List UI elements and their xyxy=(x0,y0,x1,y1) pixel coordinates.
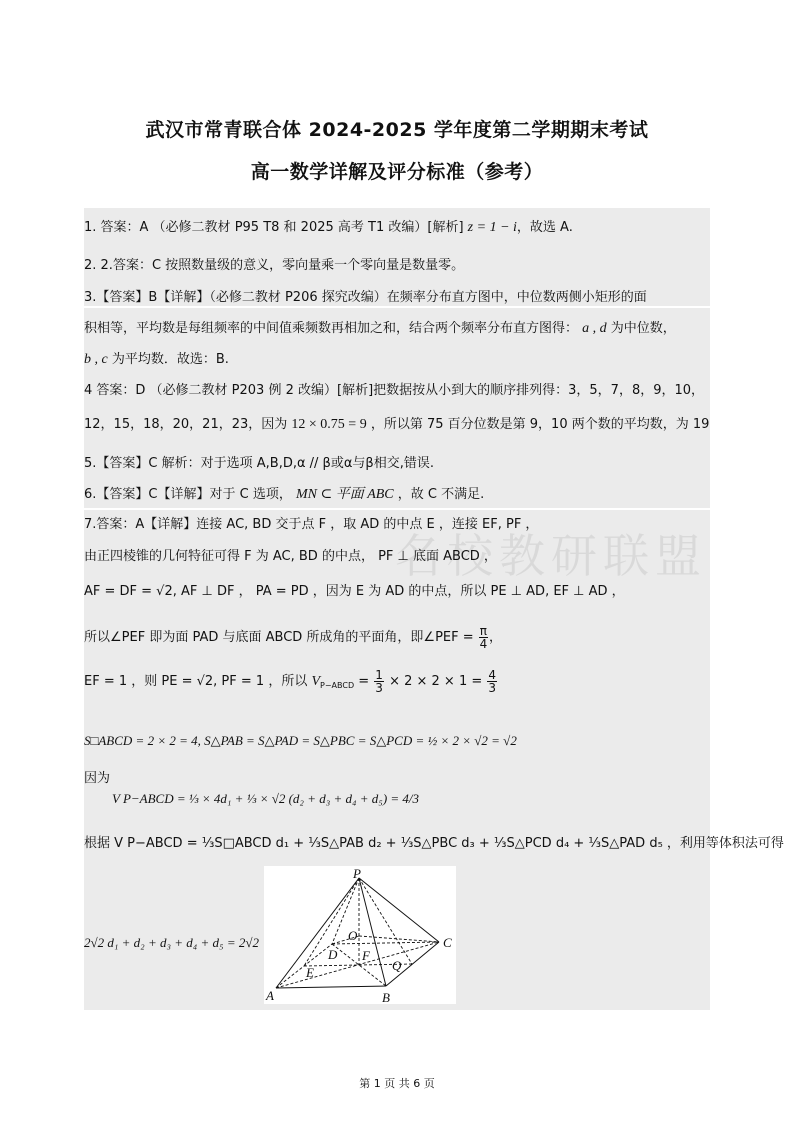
volume-subscript: P−ABCD xyxy=(320,681,355,690)
answer-4-line1: 4 答案：D （必修二教材 P203 例 2 改编）[解析]把数据按从小到大的顺序排列得：3，5，7，8，9，10， xyxy=(84,383,705,398)
fraction-denominator: 3 xyxy=(488,681,497,695)
volume-fraction xyxy=(374,669,384,694)
answer-3-line2-text: 积相等，平均数是每组频率的中间值乘频数再相加之和，结合两个频率分布直方图得： xyxy=(84,321,579,336)
volume-symbol: V xyxy=(311,674,321,689)
answer-3-line2-tail: 为中位数， xyxy=(610,321,676,336)
answer-7-line8: 根据 V P−ABCD = ⅓S□ABCD d₁ + ⅓S△PAB d₂ + ⅓S△PBC d₃ + ⅓S△PCD d₄ + ⅓S△PAD d₅ ，利用等体积法可得 xyxy=(84,836,784,851)
answer-6-text: 6.【答案】C【详解】对于 C 选项， xyxy=(84,487,292,502)
label-q: Q xyxy=(392,958,402,973)
answer-7-line4-tail: ， xyxy=(489,630,503,645)
answer-3-line2-math: a , d xyxy=(582,321,607,336)
label-d: D xyxy=(328,947,338,962)
page-footer: 第 1 页 共 6 页 xyxy=(359,1077,435,1090)
volume-rest: × 2 × 2 × 1 = xyxy=(389,674,483,689)
fraction-denominator: 4 xyxy=(479,637,488,651)
answer-7-line4-text: 所以∠PEF 即为面 PAD 与底面 ABCD 所成角的平面角，即∠PEF = xyxy=(84,630,474,645)
answer-7-line6: S□ABCD = 2 × 2 = 4, S△PAB = S△PAD = S△PBC = S△PCD = ½ × 2 × √2 = √2 xyxy=(84,733,517,748)
answer-4-line2-math: 12 × 0.75 = 9 xyxy=(291,417,367,432)
shade-block xyxy=(84,308,710,380)
fraction-numerator: 1 xyxy=(375,668,383,682)
answer-1-math: z = 1 − i xyxy=(467,220,517,235)
answer-3-line1: 3.【答案】B【详解】（必修二教材 P206 探究改编）在频率分布直方图中，中位数两侧小矩形的面 xyxy=(84,290,647,305)
document-title: 武汉市常青联合体 2024-2025 学年度第二学期期末考试 xyxy=(145,119,649,141)
answer-2: 2. 2.答案：C 按照数量级的意义，零向量乘一个零向量是数量零。 xyxy=(84,258,465,273)
answer-7-line7: V P−ABCD = ⅓ × 4d₁ + ⅓ × √2 (d₂ + d₃ + d₄ + d₅) = 4/3 xyxy=(112,791,420,806)
answer-3-line2 xyxy=(84,320,710,338)
answer-3-line3-tail: 为平均数．故选：B. xyxy=(111,352,229,367)
answer-1-text: 1. 答案：A （必修二教材 P95 T8 和 2025 高考 T1 改编）[解析] xyxy=(84,220,464,235)
answer-4-line2 xyxy=(84,416,710,434)
answer-7-line1: 7.答案：A【详解】连接 AC, BD 交于点 F ，取 AD 的中点 E ，连接 EF, PF ， xyxy=(84,517,539,532)
label-f: F xyxy=(362,948,370,963)
label-e: E xyxy=(306,965,314,980)
answer-7-line5 xyxy=(84,664,710,704)
pyramid-figure xyxy=(264,866,456,1004)
label-p: P xyxy=(353,866,361,881)
document-subtitle: 高一数学详解及评分标准（参考） xyxy=(250,161,544,183)
answer-6 xyxy=(84,486,710,504)
fraction-numerator: 4 xyxy=(488,668,497,682)
answer-3-line3 xyxy=(84,351,710,369)
fraction-numerator: π xyxy=(479,624,488,638)
label-b: B xyxy=(382,990,390,1004)
answer-1 xyxy=(84,219,710,237)
watermark: 名校教研联盟 xyxy=(395,529,707,583)
fraction-denominator: 3 xyxy=(375,681,383,695)
angle-fraction xyxy=(479,625,488,650)
volume-answer-fraction xyxy=(487,669,497,694)
label-o: O xyxy=(348,928,358,943)
answer-4-line2-text: 12，15，18，20，21，23，因为 xyxy=(84,417,288,432)
answer-6-math: MN ⊂ 平面 ABC xyxy=(295,487,394,502)
answer-7-line5-mid: PE = √2, PF = 1 ，所以 xyxy=(161,674,308,689)
answer-7-line3: AF = DF = √2, AF ⊥ DF ， PA = PD ，因为 E 为 AD 的中点，所以 PE ⊥ AD, EF ⊥ AD ， xyxy=(84,584,625,599)
label-a: A xyxy=(266,988,274,1003)
label-c: C xyxy=(443,935,452,950)
answer-7-line7-label: 因为 xyxy=(84,771,111,786)
answer-5: 5.【答案】C 解析：对于选项 A,B,D,α // β或α与β相交,错误. xyxy=(84,456,434,471)
answer-3-line3-math: b , c xyxy=(84,352,108,367)
answer-4-line2-tail: ，所以第 75 百分位数是第 9，10 两个数的平均数，为 19 xyxy=(370,417,710,432)
answer-6-tail: ，故 C 不满足. xyxy=(397,487,485,502)
answer-7-line5-pre: EF = 1 ，则 xyxy=(84,674,158,689)
answer-1-tail: ，故选 A. xyxy=(516,220,573,235)
answer-7-line4 xyxy=(84,620,710,656)
answer-7-line2: 由正四棱锥的几何特征可得 F 为 AC, BD 的中点， PF ⊥ 底面 ABCD ， xyxy=(84,549,497,564)
volume-eq: = xyxy=(358,674,374,689)
answer-7-line9: 2√2 d₁ + d₂ + d₃ + d₄ + d₅ = 2√2 xyxy=(84,935,259,950)
